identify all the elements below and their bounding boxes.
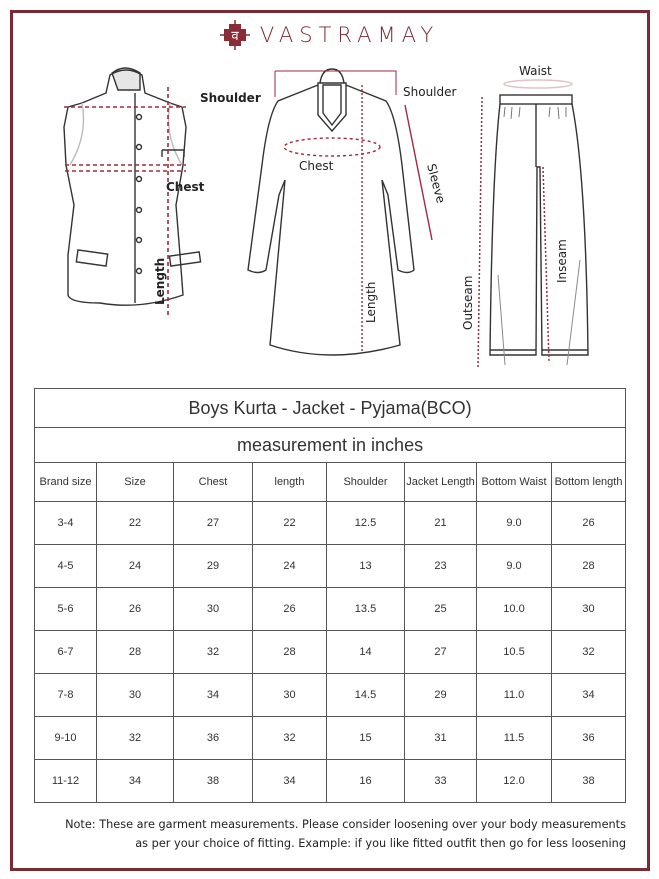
kurta-illustration — [248, 69, 414, 355]
table-row — [35, 631, 626, 674]
cell-jacket-length: 25 — [405, 588, 477, 631]
table-row — [35, 545, 626, 588]
table-row — [35, 717, 626, 760]
kurta-shoulder-label: Shoulder — [403, 85, 457, 99]
note-line-2: as per your choice of fitting. Example: if you like fitted outfit then go for less loosening — [135, 837, 626, 850]
table-row — [35, 502, 626, 545]
jacket-shoulder-label: Shoulder — [200, 91, 261, 105]
cell-brand-size: 7-8 — [35, 674, 97, 717]
cell-length: 22 — [253, 502, 327, 545]
cell-bottom-waist: 11.5 — [477, 717, 552, 760]
cell-jacket-length: 21 — [405, 502, 477, 545]
cell-bottom-waist: 12.0 — [477, 760, 552, 803]
cell-bottom-waist: 9.0 — [477, 502, 552, 545]
cell-chest: 36 — [174, 717, 253, 760]
cell-length: 24 — [253, 545, 327, 588]
cell-size: 26 — [97, 588, 174, 631]
cell-chest: 38 — [174, 760, 253, 803]
note-line-1: Note: These are garment measurements. Please consider loosening over your body measurements — [65, 818, 626, 831]
size-chart-table — [34, 388, 626, 803]
cell-bottom-length: 28 — [552, 545, 626, 588]
header-size: Size — [97, 463, 174, 502]
header-shoulder: Shoulder — [327, 463, 405, 502]
cell-length: 26 — [253, 588, 327, 631]
cell-length: 34 — [253, 760, 327, 803]
cell-chest: 32 — [174, 631, 253, 674]
cell-jacket-length: 29 — [405, 674, 477, 717]
cell-jacket-length: 23 — [405, 545, 477, 588]
pyjama-inseam-label: Inseam — [555, 239, 569, 283]
cell-bottom-waist: 9.0 — [477, 545, 552, 588]
cell-length: 32 — [253, 717, 327, 760]
cell-bottom-length: 30 — [552, 588, 626, 631]
kurta-measure-lines — [275, 71, 432, 352]
table-row — [35, 760, 626, 803]
table-row — [35, 588, 626, 631]
cell-chest: 27 — [174, 502, 253, 545]
cell-size: 32 — [97, 717, 174, 760]
kurta-chest-label: Chest — [299, 159, 334, 173]
cell-length: 30 — [253, 674, 327, 717]
cell-shoulder: 12.5 — [327, 502, 405, 545]
cell-size: 22 — [97, 502, 174, 545]
kurta-length-label: Length — [364, 281, 378, 323]
cell-brand-size: 9-10 — [35, 717, 97, 760]
kurta-sleeve-label: Sleeve — [424, 162, 449, 205]
cell-size: 28 — [97, 631, 174, 674]
table-title: Boys Kurta - Jacket - Pyjama(BCO) — [35, 389, 626, 428]
cell-shoulder: 14.5 — [327, 674, 405, 717]
brand-name: VASTRAMAY — [259, 23, 440, 47]
cell-bottom-waist: 11.0 — [477, 674, 552, 717]
cell-shoulder: 13 — [327, 545, 405, 588]
cell-length: 28 — [253, 631, 327, 674]
cell-bottom-waist: 10.5 — [477, 631, 552, 674]
pyjama-outseam-label: Outseam — [461, 275, 475, 330]
cell-chest: 34 — [174, 674, 253, 717]
fit-note — [20, 815, 626, 853]
cell-shoulder: 16 — [327, 760, 405, 803]
pyjama-waist-label: Waist — [519, 64, 552, 78]
header-brand-size: Brand size — [35, 463, 97, 502]
cell-shoulder: 15 — [327, 717, 405, 760]
jacket-length-label: Length — [153, 257, 167, 305]
svg-text:व: व — [231, 29, 239, 44]
header-jacket-length: Jacket Length — [405, 463, 477, 502]
cell-brand-size: 3-4 — [35, 502, 97, 545]
garment-illustrations — [0, 55, 659, 375]
table-row — [35, 674, 626, 717]
table-header-row — [35, 463, 626, 502]
cell-jacket-length: 31 — [405, 717, 477, 760]
cell-brand-size: 11-12 — [35, 760, 97, 803]
cell-brand-size: 4-5 — [35, 545, 97, 588]
cell-jacket-length: 33 — [405, 760, 477, 803]
cell-shoulder: 14 — [327, 631, 405, 674]
pyjama-illustration — [490, 95, 588, 365]
cell-bottom-length: 34 — [552, 674, 626, 717]
cell-brand-size: 5-6 — [35, 588, 97, 631]
table-subtitle: measurement in inches — [35, 428, 626, 463]
jacket-chest-label: Chest — [166, 180, 205, 194]
cell-shoulder: 13.5 — [327, 588, 405, 631]
cell-bottom-length: 26 — [552, 502, 626, 545]
cell-bottom-length: 36 — [552, 717, 626, 760]
header-chest: Chest — [174, 463, 253, 502]
vastramay-logo-icon — [220, 20, 250, 50]
jacket-measure-lines — [64, 87, 186, 317]
brand-header — [0, 20, 659, 54]
cell-bottom-length: 32 — [552, 631, 626, 674]
cell-brand-size: 6-7 — [35, 631, 97, 674]
cell-jacket-length: 27 — [405, 631, 477, 674]
header-bottom-length: Bottom length — [552, 463, 626, 502]
cell-size: 34 — [97, 760, 174, 803]
cell-chest: 30 — [174, 588, 253, 631]
cell-chest: 29 — [174, 545, 253, 588]
cell-size: 24 — [97, 545, 174, 588]
header-bottom-waist: Bottom Waist — [477, 463, 552, 502]
header-length: length — [253, 463, 327, 502]
cell-bottom-length: 38 — [552, 760, 626, 803]
cell-bottom-waist: 10.0 — [477, 588, 552, 631]
cell-size: 30 — [97, 674, 174, 717]
